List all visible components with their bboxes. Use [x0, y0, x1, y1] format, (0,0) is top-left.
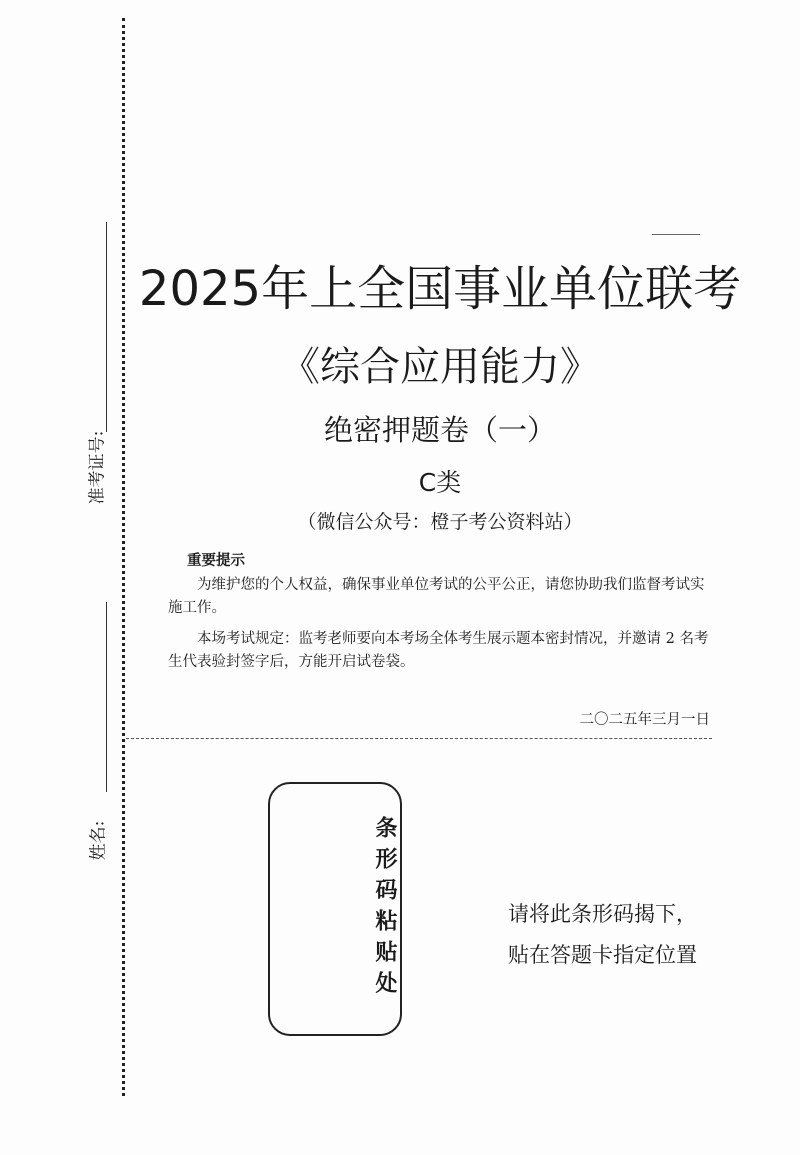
- barcode-area: [268, 782, 402, 1036]
- important-notice: [168, 550, 713, 675]
- binding-dotted-line: [122, 18, 125, 1096]
- barcode-label: 条形码粘贴处: [372, 816, 397, 1002]
- barcode-instruction-2: 贴在答题卡指定位置: [508, 943, 697, 967]
- category: C类: [418, 468, 462, 497]
- notice-heading: 重要提示: [187, 553, 245, 569]
- notice-paragraph: 本场考试规定：监考老师要向本考场全体考生展示题本密封情况，并邀请 2 名考生代表验封签字后，方能开启试卷袋。: [168, 630, 709, 670]
- source-note: （微信公众号：橙子考公资料站）: [297, 511, 583, 533]
- barcode-instruction-1: 请将此条形码揭下，: [508, 902, 697, 926]
- exam-title: 2025年上全国事业单位联考: [138, 261, 742, 317]
- notice-date: 二〇二五年三月一日: [579, 712, 710, 728]
- decorative-rule: [652, 234, 700, 235]
- cut-dashed-line: [126, 738, 712, 739]
- name-label: 姓名:: [88, 820, 109, 861]
- notice-paragraph: 为维护您的个人权益，确保事业单位考试的公平公正，请您协助我们监督考试实施工作。: [168, 576, 705, 616]
- paper-name: 绝密押题卷（一）: [323, 413, 556, 447]
- exam-id-write-line: [106, 222, 107, 432]
- subject-title: 《综合应用能力》: [280, 344, 600, 390]
- exam-id-label: 准考证号:: [87, 430, 108, 505]
- name-write-line: [106, 602, 107, 792]
